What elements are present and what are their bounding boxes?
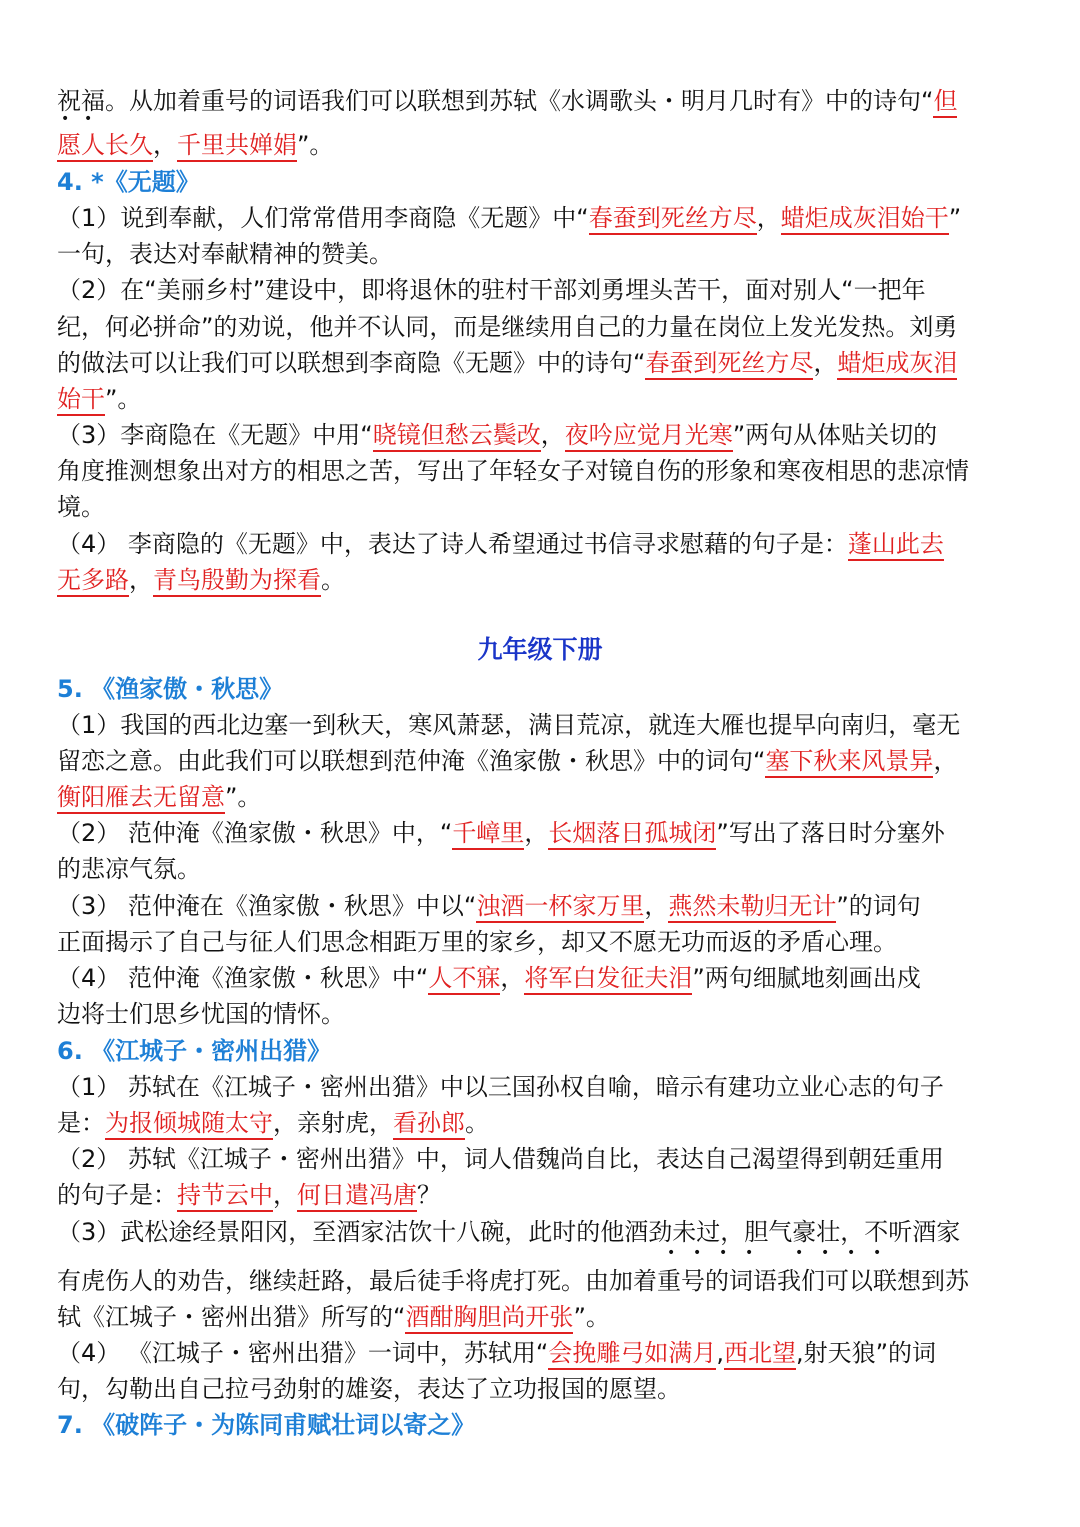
poem-heading	[57, 1407, 1027, 1443]
body-text: （2） 范仲淹《渔家傲・秋思》中，“	[57, 819, 453, 847]
text-line	[57, 127, 1027, 163]
body-text: （4） 李商隐的《无题》中，表达了诗人希望通过书信寻求慰藉的句子是：	[57, 530, 848, 558]
body-text: （3）武松途经景阳冈，至酒家沽饮十八碗，此时的他酒劲未过，胆气豪壮，不听酒家	[57, 1218, 961, 1246]
heading-text: 4. *《无题》	[57, 168, 200, 196]
text-line	[57, 417, 1027, 453]
emphasis-dot: •	[84, 111, 93, 127]
body-text: ？	[417, 1181, 441, 1209]
heading-text: 5. 《渔家傲・秋思》	[57, 675, 284, 703]
body-text: ，	[153, 131, 177, 159]
answer-text: 人不寐	[428, 964, 500, 995]
body-text: 。	[465, 1109, 489, 1137]
text-line	[57, 1263, 1027, 1299]
text-line	[57, 1105, 1027, 1141]
body-text: ，亲射虎，	[273, 1109, 393, 1137]
text-line	[57, 1069, 1027, 1105]
body-text: ，	[524, 819, 549, 847]
text-line	[57, 83, 1027, 119]
body-text: 角度推测想象出对方的相思之苦，写出了年轻女子对镜自伤的形象和寒夜相思的悲凉情	[57, 457, 969, 485]
emphasis-dot: •	[745, 1245, 754, 1261]
body-text: ”。	[297, 131, 334, 159]
body-text: ”两句细腻地刻画出戍	[692, 964, 921, 992]
emphasis-dot: •	[719, 1245, 728, 1261]
answer-text: 长烟落日孤城闭	[548, 819, 716, 850]
body-text: ”写出了落日时分塞外	[716, 819, 945, 847]
body-text: ，	[933, 747, 958, 775]
text-line	[57, 743, 1027, 779]
body-text: 留恋之意。由此我们可以联想到范仲淹《渔家傲・秋思》中的词句“	[57, 747, 766, 775]
body-text: 句，勾勒出自己拉弓劲射的雄姿，表达了立功报国的愿望。	[57, 1375, 681, 1403]
text-line	[57, 345, 1027, 381]
answer-text: 晓镜但愁云鬓改	[373, 421, 541, 452]
text-line	[57, 1141, 1027, 1177]
text-line	[57, 888, 1027, 924]
body-text: 纪，何必拼命”的劝说，他并不认同，而是继续用自己的力量在岗位上发光发热。刘勇	[57, 313, 958, 341]
body-text: ，	[540, 421, 565, 449]
answer-text: 蜡炬成灰泪	[837, 349, 957, 380]
section-title: 九年级下册	[477, 635, 603, 664]
body-text: 的句子是：	[57, 1181, 177, 1209]
answer-text: 夜吟应觉月光寒	[565, 421, 733, 452]
answer-text: 春蚕到死丝方尽	[645, 349, 813, 380]
body-text: （4） 《江城子・密州出猎》一词中，苏轼用“	[57, 1339, 549, 1367]
text-line	[57, 815, 1027, 851]
body-text: ,	[716, 1339, 724, 1367]
answer-text: 始干	[57, 385, 105, 416]
body-text: 正面揭示了自己与征人们思念相距万里的家乡，却又不愿无功而返的矛盾心理。	[57, 928, 897, 956]
body-text: （4） 范仲淹《渔家傲・秋思》中“	[57, 964, 429, 992]
answer-text: 衡阳雁去无留意	[57, 783, 225, 814]
answer-text: 愿人长久	[57, 131, 153, 162]
text-line	[57, 236, 1027, 272]
body-text: （1）说到奉献，人们常常借用李商隐《无题》中“	[57, 204, 589, 232]
body-text: ，	[756, 204, 781, 232]
poem-heading	[57, 671, 1027, 707]
text-line	[57, 272, 1027, 308]
answer-text: 千里共婵娟	[177, 131, 297, 162]
body-text: ”。	[105, 385, 142, 413]
body-text: （3）李商隐在《无题》中用“	[57, 421, 373, 449]
body-text: 的做法可以让我们可以联想到李商隐《无题》中的诗句“	[57, 349, 646, 377]
body-text: （1）我国的西北边塞一到秋天，寒风萧瑟，满目荒凉，就连大雁也提早向南归，毫无	[57, 711, 961, 739]
body-text: 的悲凉气氛。	[57, 855, 201, 883]
text-line	[57, 1371, 1027, 1407]
emphasis-dot: •	[847, 1245, 856, 1261]
emphasis-dot: •	[693, 1245, 702, 1261]
body-text: ,射天狼”的词	[795, 1339, 937, 1367]
text-line	[57, 1177, 1027, 1213]
text-line	[57, 851, 1027, 887]
answer-text: 西北望	[724, 1339, 796, 1370]
text-line	[57, 1335, 1027, 1371]
answer-text: 浊酒一杯家万里	[476, 892, 644, 923]
body-text: ”。	[225, 783, 262, 811]
body-text: ，	[129, 566, 153, 594]
body-text: ，	[273, 1181, 297, 1209]
text-line	[57, 924, 1027, 960]
body-text: ”。	[573, 1303, 610, 1331]
answer-text: 千嶂里	[452, 819, 524, 850]
answer-text: 但	[933, 87, 957, 118]
heading-text: 6. 《江城子・密州出猎》	[57, 1037, 332, 1065]
text-line	[57, 996, 1027, 1032]
answer-text: 无多路	[57, 566, 129, 597]
body-text: 边将士们思乡忧国的情怀。	[57, 1000, 345, 1028]
body-text: ，	[644, 892, 669, 920]
body-text: 祝福。从加着重号的词语我们可以联想到苏轼《水调歌头・明月几时有》中的诗句“	[57, 87, 934, 115]
answer-text: 青鸟殷勤为探看	[153, 566, 321, 597]
body-text: ”两句从体贴关切的	[732, 421, 938, 449]
text-line	[57, 960, 1027, 996]
body-text: ，	[500, 964, 525, 992]
body-text: 一句，表达对奉献精神的赞美。	[57, 240, 393, 268]
body-text: （2） 苏轼《江城子・密州出猎》中，词人借魏尚自比，表达自己渴望得到朝廷重用	[57, 1145, 944, 1173]
text-line	[57, 309, 1027, 345]
emphasis-dot: •	[821, 1245, 830, 1261]
body-text: ”	[948, 204, 962, 232]
text-line	[57, 1214, 1027, 1250]
poem-heading	[57, 164, 1027, 200]
answer-text: 会挽雕弓如满月	[548, 1339, 716, 1370]
text-line	[57, 453, 1027, 489]
text-line	[57, 526, 1027, 562]
text-line	[57, 707, 1027, 743]
emphasis-dot: •	[873, 1245, 882, 1261]
text-line	[57, 779, 1027, 815]
body-text: （2）在“美丽乡村”建设中，即将退休的驻村干部刘勇埋头苦干，面对别人“一把年	[57, 276, 926, 304]
text-line	[57, 489, 1027, 525]
answer-text: 为报倾城随太守	[105, 1109, 273, 1140]
answer-text: 塞下秋来风景异	[765, 747, 933, 778]
answer-text: 燕然未勒归无计	[668, 892, 836, 923]
body-text: （3） 范仲淹在《渔家傲・秋思》中以“	[57, 892, 477, 920]
body-text: （1） 苏轼在《江城子・密州出猎》中以三国孙权自喻，暗示有建功立业心志的句子	[57, 1073, 944, 1101]
emphasis-dot: •	[61, 111, 70, 127]
text-line	[57, 1299, 1027, 1335]
text-line	[57, 381, 1027, 417]
answer-text: 春蚕到死丝方尽	[589, 204, 757, 235]
body-text: ，	[813, 349, 838, 377]
answer-text: 将军白发征夫泪	[524, 964, 692, 995]
poem-heading	[57, 1033, 1027, 1069]
body-text: 是：	[57, 1109, 105, 1137]
body-text: 有虎伤人的劝告，继续赶路，最后徒手将虎打死。由加着重号的词语我们可以联想到苏	[57, 1267, 969, 1295]
body-text: 。	[321, 566, 345, 594]
heading-text: 7. 《破阵子・为陈同甫赋壮词以寄之》	[57, 1411, 476, 1439]
body-text: 轼《江城子・密州出猎》所写的“	[57, 1303, 406, 1331]
answer-text: 看孙郎	[393, 1109, 465, 1140]
answer-text: 何日遣冯唐	[297, 1181, 417, 1212]
emphasis-dot: •	[795, 1245, 804, 1261]
answer-text: 持节云中	[177, 1181, 273, 1212]
answer-text: 酒酣胸胆尚开张	[405, 1303, 573, 1334]
text-line	[57, 562, 1027, 598]
emphasis-dot: •	[667, 1245, 676, 1261]
text-line	[57, 200, 1027, 236]
answer-text: 蜡炬成灰泪始干	[781, 204, 949, 235]
answer-text: 蓬山此去	[848, 530, 944, 561]
body-text: 境。	[57, 493, 105, 521]
body-text: ”的词句	[836, 892, 921, 920]
